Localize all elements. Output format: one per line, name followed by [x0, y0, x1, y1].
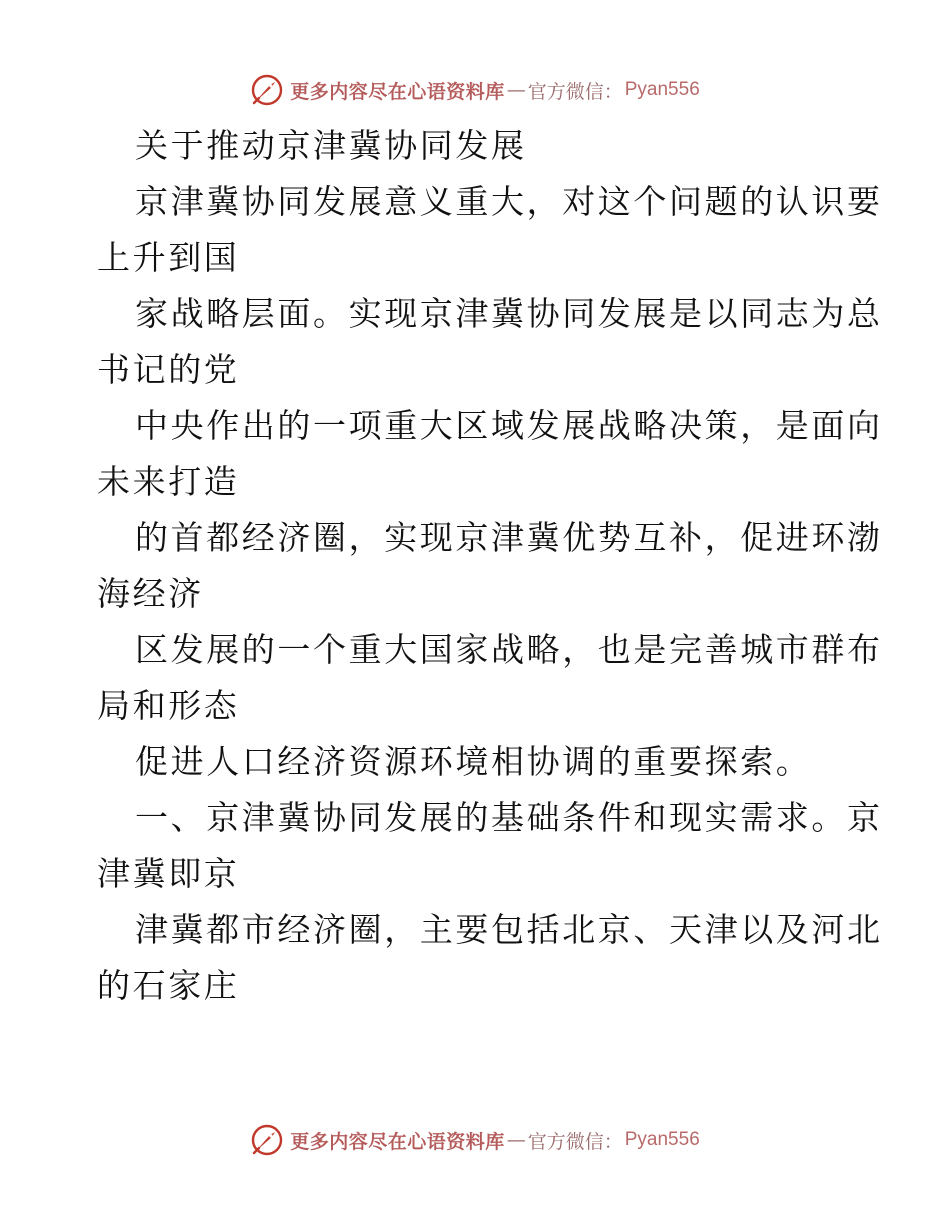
doc-line: 家战略层面。实现京津冀协同发展是以同志为总 — [135, 294, 883, 333]
doc-line: 的石家庄 — [97, 966, 240, 1005]
pen-nib-logo-icon — [250, 73, 284, 107]
banner-separator: — — [506, 79, 526, 101]
doc-line: 一、京津冀协同发展的基础条件和现实需求。京 — [135, 798, 883, 837]
pen-nib-logo-icon — [250, 1123, 284, 1157]
footer-banner-text — [290, 1127, 700, 1154]
doc-line: 中央作出的一项重大区域发展战略决策，是面向 — [135, 406, 883, 445]
doc-line: 局和形态 — [97, 686, 240, 725]
doc-line: 未来打造 — [97, 462, 240, 501]
doc-line: 京津冀协同发展意义重大，对这个问题的认识要 — [135, 182, 883, 221]
banner-official-label: 官方微信： — [527, 80, 623, 103]
doc-line: 促进人口经济资源环境相协调的重要探索。 — [135, 742, 812, 781]
doc-line: 区发展的一个重大国家战略，也是完善城市群布 — [135, 630, 883, 669]
doc-line: 书记的党 — [97, 350, 240, 389]
doc-line: 上升到国 — [97, 238, 240, 277]
doc-title: 关于推动京津冀协同发展 — [135, 126, 527, 165]
banner-separator: — — [506, 1129, 526, 1151]
banner-prefix: 更多内容尽在心语资料库 — [290, 80, 505, 103]
doc-line: 津冀都市经济圈，主要包括北京、天津以及河北 — [135, 910, 883, 949]
header-banner-text — [290, 77, 700, 104]
header-banner — [0, 70, 950, 110]
banner-official-label: 官方微信： — [527, 1130, 623, 1153]
document-body — [97, 118, 883, 1014]
doc-line: 津冀即京 — [97, 854, 240, 893]
footer-banner — [0, 1120, 950, 1160]
banner-wechat-id: Pyan556 — [624, 79, 700, 100]
banner-wechat-id: Pyan556 — [624, 1129, 700, 1150]
doc-line: 的首都经济圈，实现京津冀优势互补，促进环渤 — [135, 518, 883, 557]
doc-line: 海经济 — [97, 574, 204, 613]
banner-prefix: 更多内容尽在心语资料库 — [290, 1130, 505, 1153]
